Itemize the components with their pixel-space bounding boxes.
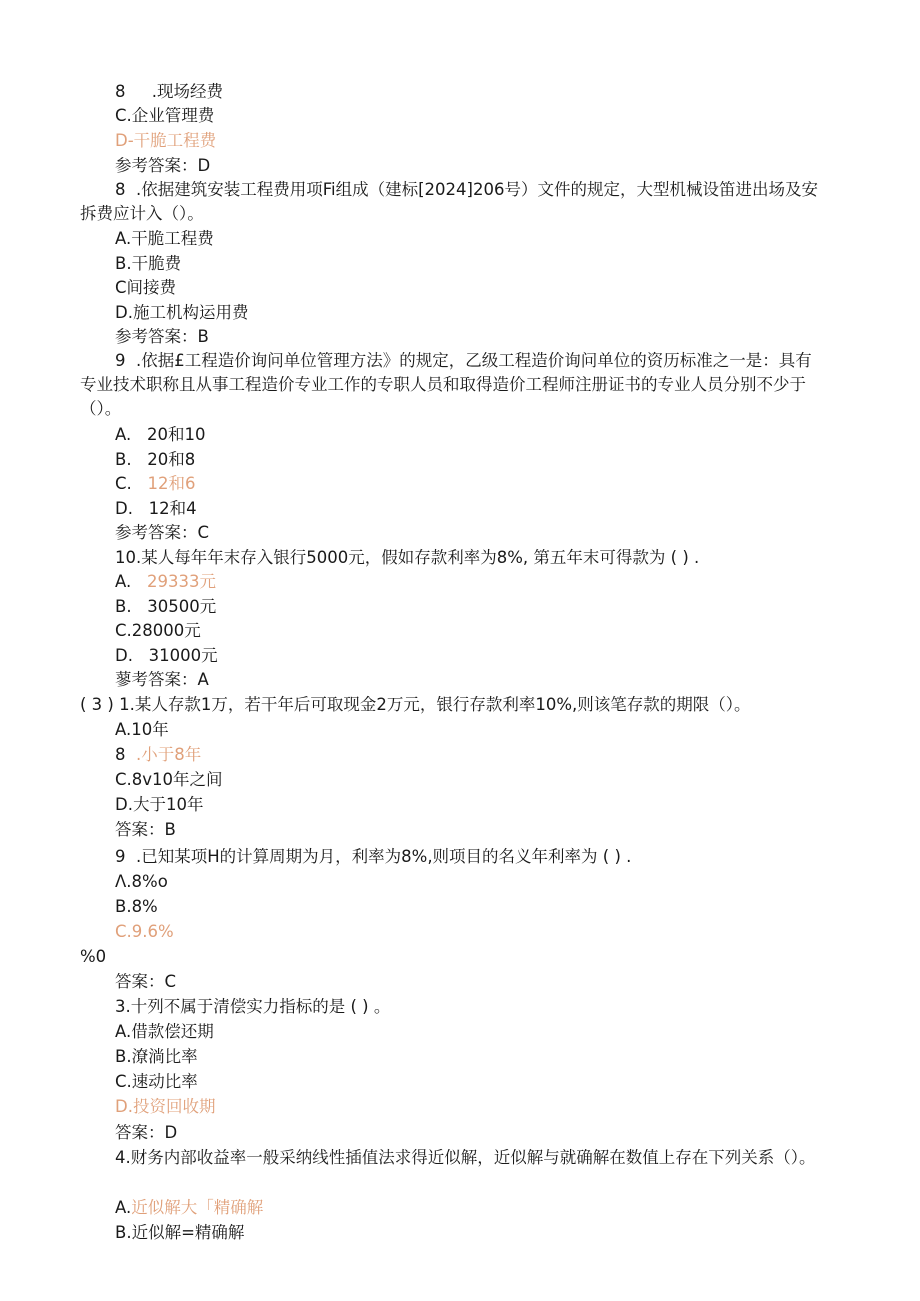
answer-line: 答案：C xyxy=(115,972,177,991)
option-line: C.速动比率 xyxy=(115,1072,198,1091)
option-line: 8 .现场经费 xyxy=(115,82,223,101)
question-stem: 8 .依据建筑安装工程费用项Fi组成（建标[2024]206号）文件的规定，大型机械设笛进出场及安拆费应计入（）。 xyxy=(80,180,818,223)
option-line-highlighted: D-干脆工程费 xyxy=(115,131,217,150)
answer-line: 蓼考答案：A xyxy=(115,670,209,689)
option-line-highlighted: C.9.6% xyxy=(115,922,174,941)
option-line: C.28000元 xyxy=(115,621,201,640)
option-line: B.干脆费 xyxy=(115,254,182,273)
option-line: Λ.8%o xyxy=(115,872,168,891)
option-line-continuation: %0 xyxy=(80,947,107,966)
option-line: A.干脆工程费 xyxy=(115,229,214,248)
option-line: D.施工机构运用费 xyxy=(115,303,249,322)
answer-line: 答案：D xyxy=(115,1123,178,1142)
question-stem: 3.十列不属于清偿实力指标的是 ( ) 。 xyxy=(115,997,391,1016)
option-line xyxy=(115,570,216,594)
option-line-highlighted: D.投资回收期 xyxy=(115,1097,216,1116)
option-label: 8 xyxy=(115,745,136,764)
option-line: D.大于10年 xyxy=(115,795,204,814)
answer-line: 参考答案：B xyxy=(115,327,209,346)
option-line xyxy=(115,743,201,767)
option-line: A.借款偿还期 xyxy=(115,1022,214,1041)
option-line: A.10年 xyxy=(115,720,169,739)
option-line: B. 20和8 xyxy=(115,450,196,469)
option-line: B.潦淌比率 xyxy=(115,1047,198,1066)
question-stem: ( 3 ) 1.某人存款1万，若干年后可取现金2万元，银行存款利率10%,则该笔存款的期限（）。 xyxy=(80,695,751,714)
option-line xyxy=(115,1196,263,1220)
option-line: C.企业管理费 xyxy=(115,106,215,125)
option-label: A. xyxy=(115,572,147,591)
answer-line: 参考答案：C xyxy=(115,523,210,542)
option-value-highlighted: 近似解大「精确解 xyxy=(131,1198,264,1217)
option-label: A. xyxy=(115,1198,132,1217)
option-value-highlighted: 29333元 xyxy=(146,572,216,591)
option-value-highlighted: 12和6 xyxy=(147,474,196,493)
option-line: B.8% xyxy=(115,897,158,916)
option-line: B. 30500元 xyxy=(115,597,217,616)
option-line: C.8v10年之间 xyxy=(115,770,223,789)
option-line: B.近似解=精确解 xyxy=(115,1223,245,1242)
answer-line: 答案：B xyxy=(115,820,176,839)
option-line: A. 20和10 xyxy=(115,425,206,444)
question-stem: 4.财务内部收益率一般采纳线性插值法求得近似解，近似解与就确解在数值上存在下列关系（）。 xyxy=(115,1148,816,1167)
option-line: C间接费 xyxy=(115,278,177,297)
option-label: C. xyxy=(115,474,148,493)
question-stem: 10.某人每年年末存入银行5000元，假如存款利率为8%, 第五年末可得款为 ( ) . xyxy=(115,548,700,567)
question-stem: 9 .依据£工程造价询问单位管理方法》的规定，乙级工程造价询问单位的资历标准之一是：具有专业技术职称且从事工程造价专业工作的专职人员和取得造价工程师注册证书的专业人员分别不少于（）。 xyxy=(80,351,812,418)
option-line xyxy=(115,472,196,496)
option-value-highlighted: .小于8年 xyxy=(136,745,202,764)
option-line: D. 31000元 xyxy=(115,646,218,665)
answer-line: 参考答案：D xyxy=(115,156,211,175)
question-stem: 9 .已知某项H的计算周期为月，利率为8%,则项目的名义年利率为 ( ) . xyxy=(115,847,632,866)
option-line: D. 12和4 xyxy=(115,499,197,518)
